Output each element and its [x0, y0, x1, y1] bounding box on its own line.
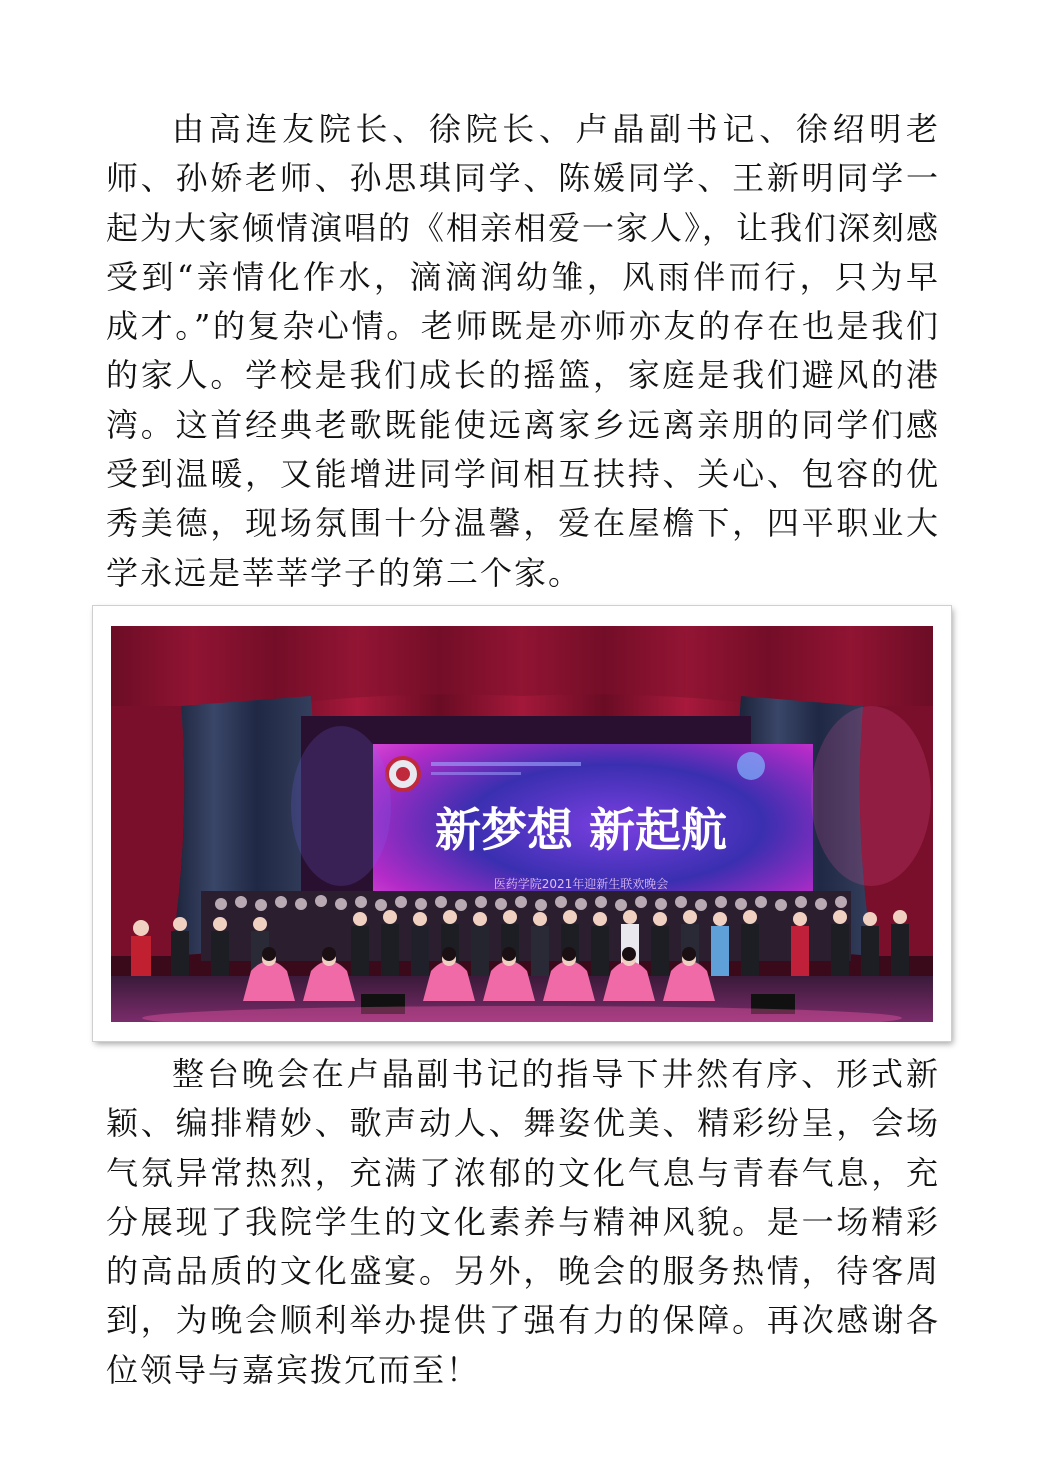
screen-title: 新梦想 新起航 — [434, 803, 728, 857]
screen-subtitle: 医药学院2021年迎新生联欢晚会 — [493, 877, 669, 891]
stage-group-photo — [111, 626, 933, 1022]
paragraph-chorus-performance: 由高连友院长、徐院长、卢晶副书记、徐绍明老师、孙娇老师、孙思琪同学、陈媛同学、王新明同学一起为大家倾情演唱的《相亲相爱一家人》，让我们深刻感受到“亲情化作水，滴滴润幼雏，风雨伴而行，只为早成才。”的复杂心情。老师既是亦师亦友的存在也是我们的家人。学校是我们成长的摇篮，家庭是我们避风的港湾。这首经典老歌既能使远离家乡远离亲朋的同学们感受到温暖，又能增进同学间相互扶持、关心、包容的优秀美德，现场氛围十分温馨，爱在屋檐下，四平职业大学永远是莘莘学子的第二个家。 — [106, 110, 941, 592]
photo-frame — [93, 606, 951, 1041]
stage-photo-illustration — [111, 626, 933, 1022]
paragraph-evening-summary: 整台晚会在卢晶副书记的指导下井然有序、形式新颖、编排精妙、歌声动人、舞姿优美、精彩纷呈，会场气氛异常热烈，充满了浓郁的文化气息与青春气息，充分展现了我院学生的文化素养与精神风貌。是一场精彩的高品质的文化盛宴。另外，晚会的服务热情，待客周到，为晚会顺利举办提供了强有力的保障。再次感谢各位领导与嘉宾拨冗而至！ — [106, 1055, 940, 1389]
